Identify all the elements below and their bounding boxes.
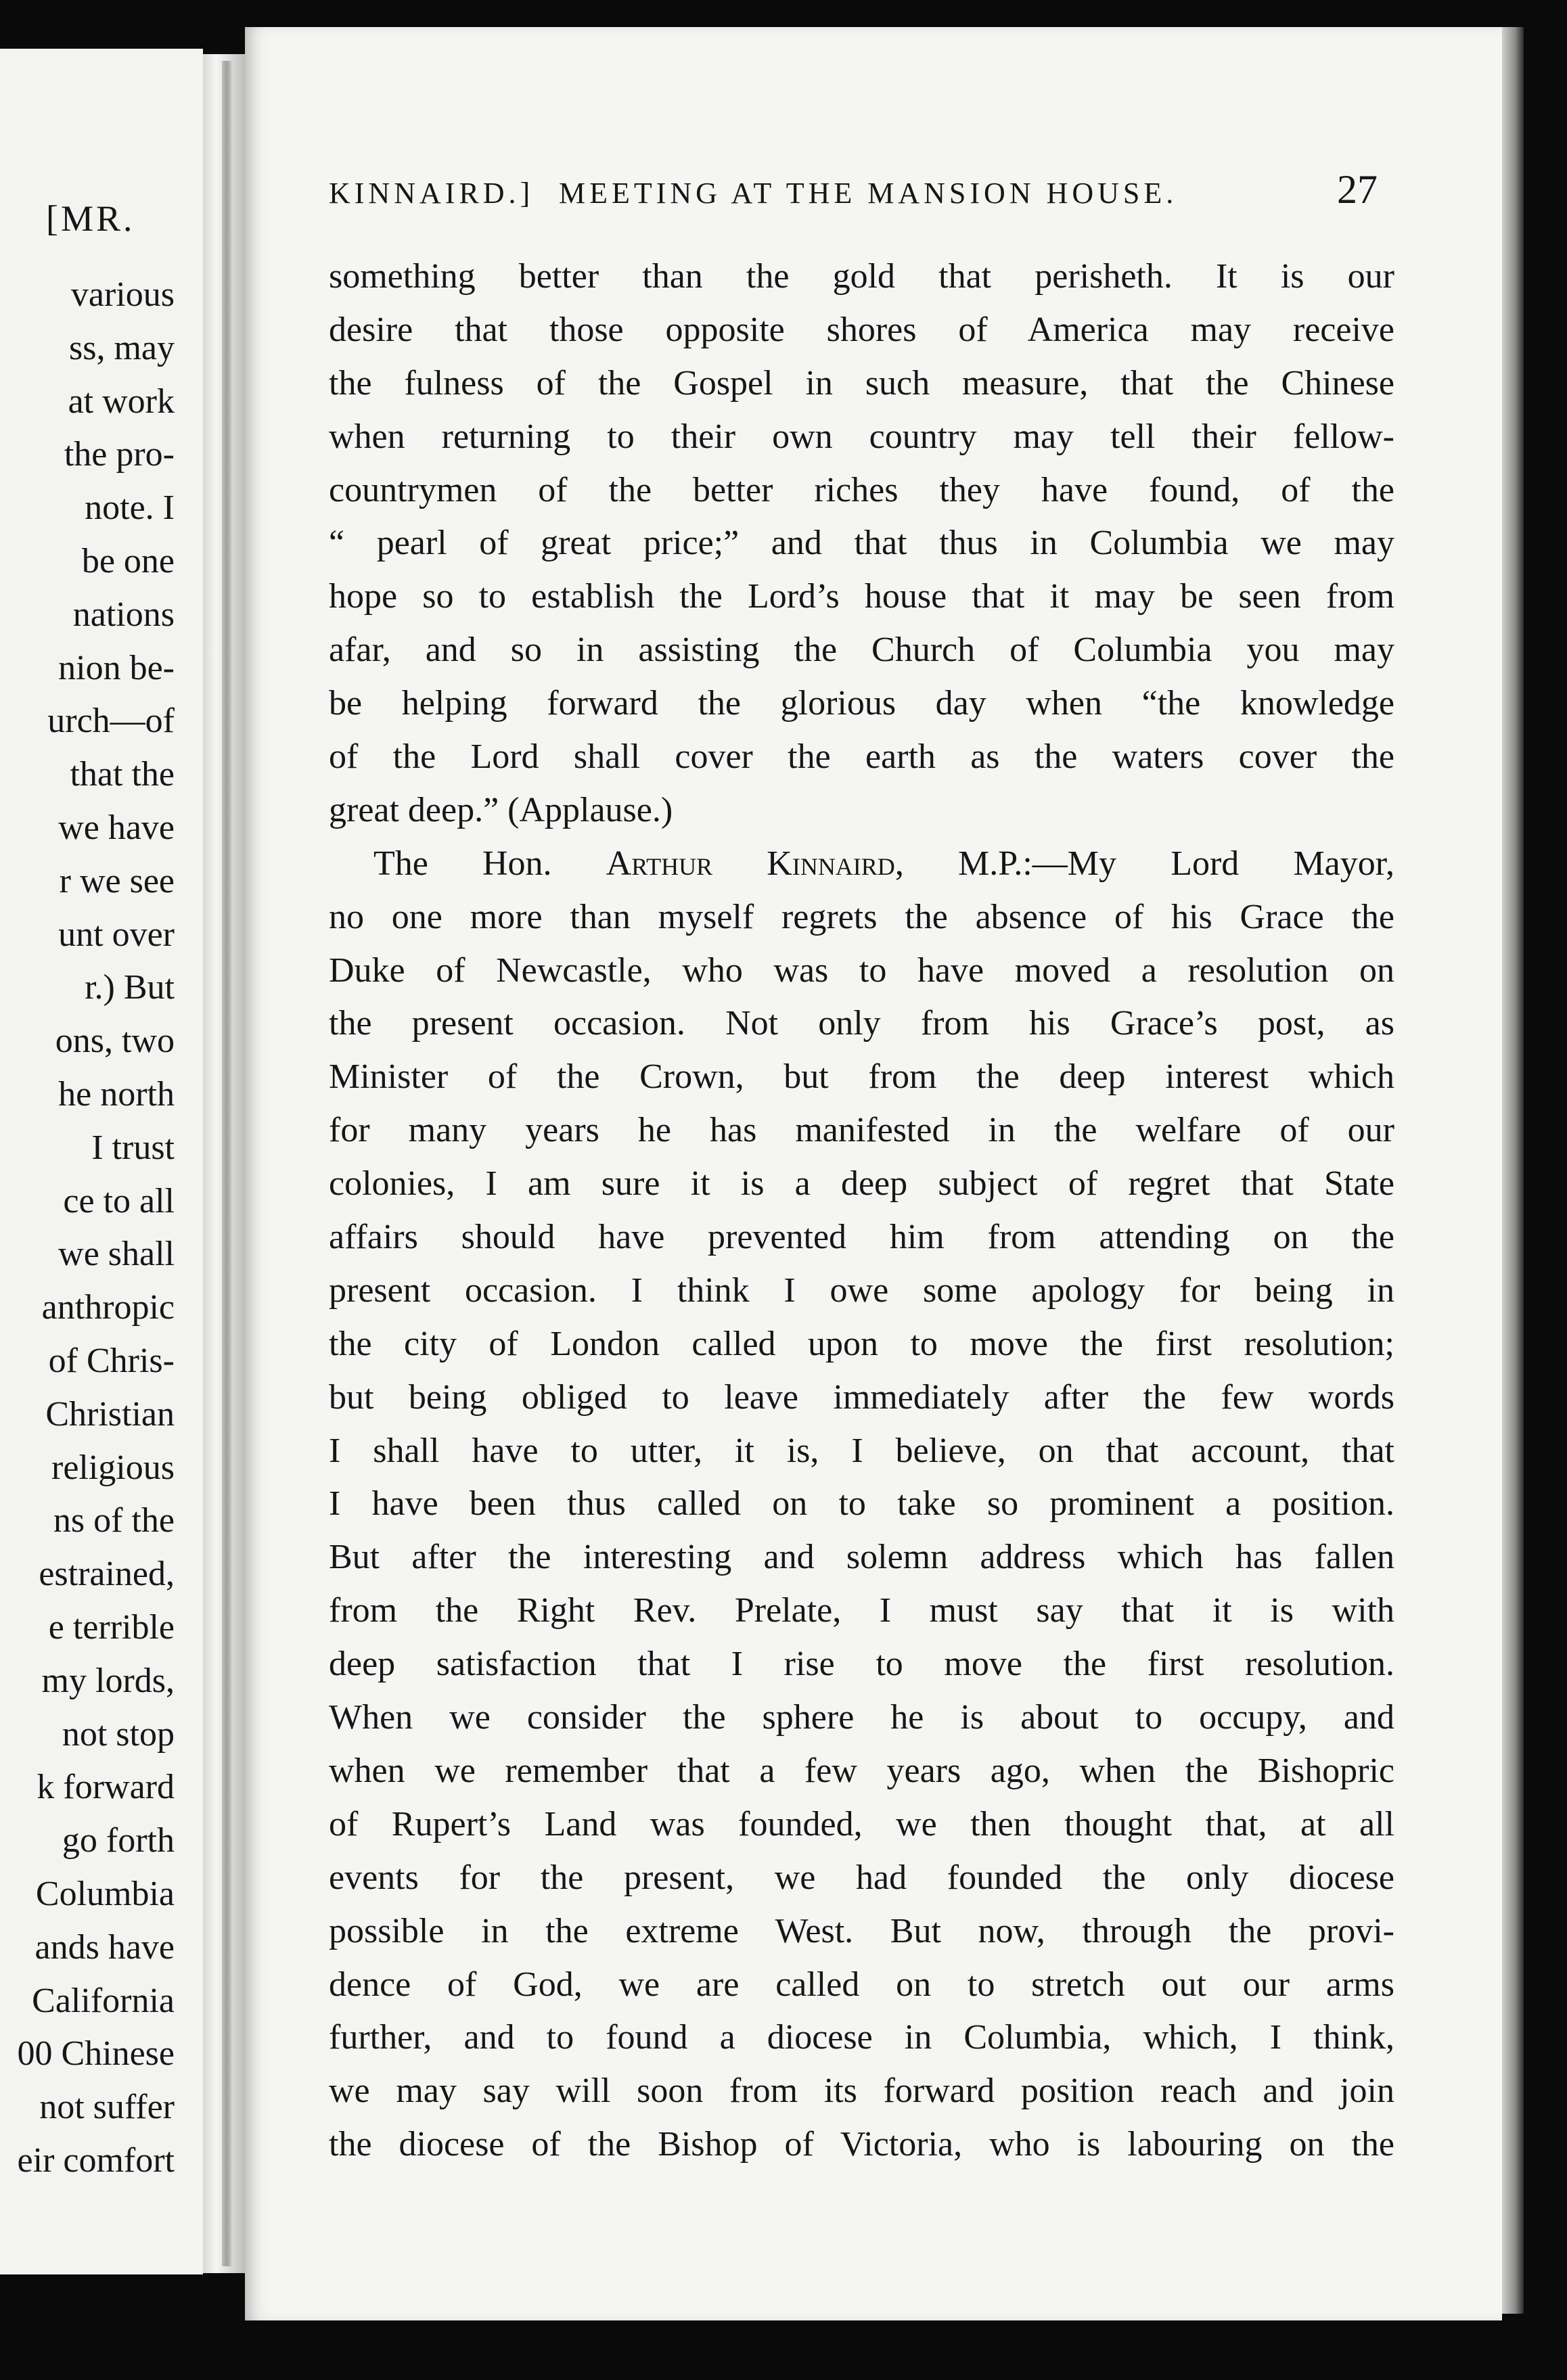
left-line: ands have [35,1927,175,1967]
text-line: deep satisfaction that I rise to move the first resolution. [329,1645,1394,1684]
left-line: nion be- [58,648,175,687]
left-page-text [17,269,175,2188]
text-line: the city of London called upon to move the first resolution; [329,1324,1394,1363]
text-line: possible in the extreme West. But now, through the provi- [329,1911,1394,1950]
gutter-shadow [222,61,231,2266]
running-head-speaker: KINNAIRD.] [329,177,535,210]
page-edge-shadow [1502,27,1524,2314]
text-line: When we consider the sphere he is about to occupy, and [329,1698,1394,1737]
text-line: Minister of the Crown, but from the deep interest which [329,1057,1394,1097]
text-line: But after the interesting and solemn address which has fallen [329,1538,1394,1577]
text-line: from the Right Rev. Prelate, I must say that it is with [329,1591,1394,1630]
speaker-name: Arthur Kinnaird [606,844,895,883]
left-running-head: [MR. [46,198,135,239]
text-line: hope so to establish the Lord’s house that it may be seen from [329,577,1394,616]
left-line: unt over [58,915,175,954]
speaker-prefix: The Hon. [373,844,552,883]
left-line: we have [58,808,175,847]
text-line: be helping forward the glorious day when “the knowledge [329,684,1394,723]
text-line: for many years he has manifested in the welfare of our [329,1111,1394,1150]
left-line: anthropic [41,1288,175,1327]
left-line: not stop [62,1714,175,1754]
text-line: but being obliged to leave immediately after the few words [329,1377,1394,1417]
text-line: we may say will soon from its forward position reach and join [329,2072,1394,2111]
text-line: the fulness of the Gospel in such measure, that the Chinese [329,363,1394,403]
left-line: he north [58,1074,175,1114]
left-line: of Chris- [48,1341,175,1380]
running-head [329,167,1378,223]
text-line: of Rupert’s Land was founded, we then thought that, at all [329,1804,1394,1844]
text-line: I have been thus called on to take so prominent a position. [329,1484,1394,1524]
text-line: when returning to their own country may tell their fellow- [329,417,1394,456]
text-line: colonies, I am sure it is a deep subject of regret that State [329,1164,1394,1204]
text-line: present occasion. I think I owe some apology for being in [329,1271,1394,1310]
left-line: eir comfort [17,2141,175,2180]
left-line: be one [81,541,175,580]
left-line: 00 Chinese [17,2034,175,2074]
left-line: California [32,1981,175,2020]
left-line: e terrible [48,1607,175,1647]
text-line: Duke of Newcastle, who was to have moved a resolution on [329,951,1394,990]
text-line: the diocese of the Bishop of Victoria, who is labouring on the [329,2125,1394,2164]
left-line: ss, may [69,328,175,367]
left-facing-page [0,49,203,2274]
left-line: ce to all [63,1181,175,1220]
text-line: dence of God, we are called on to stretch out our arms [329,1965,1394,2004]
text-line: countrymen of the better riches they have found, of the [329,470,1394,509]
text-line: I shall have to utter, it is, I believe, on that account, that [329,1431,1394,1470]
left-line: k forward [37,1768,175,1807]
text-line: of the Lord shall cover the earth as the waters cover the [329,737,1394,777]
page-body-text [329,250,1394,2172]
speaker-line [329,838,1394,891]
left-line: the pro- [64,435,175,474]
speaker-suffix: , M.P.:—My Lord Mayor, [894,844,1394,883]
left-line: various [70,275,175,314]
left-line: r.) But [85,968,175,1007]
page-number: 27 [1337,167,1378,212]
left-line: at work [68,382,175,421]
text-line: “ pearl of great price;” and that thus in Columbia we may [329,524,1394,563]
book-gutter [203,54,245,2273]
text-line: the present occasion. Not only from his Grace’s post, as [329,1004,1394,1043]
left-line: Columbia [35,1874,175,1913]
left-line: ns of the [53,1501,175,1540]
left-line: urch—of [47,702,175,741]
text-line: events for the present, we had founded the only diocese [329,1858,1394,1897]
left-line: Christian [45,1394,175,1434]
text-line: great deep.” (Applause.) [329,790,673,829]
left-line: religious [51,1448,175,1487]
left-line: note. I [85,488,175,528]
left-line: go forth [62,1821,175,1860]
text-line: afar, and so in assisting the Church of Columbia you may [329,631,1394,670]
left-line: r we see [59,861,175,900]
left-line: nations [72,595,175,634]
text-line: when we remember that a few years ago, when the Bishopric [329,1751,1394,1790]
left-line: we shall [58,1235,175,1274]
text-line: no one more than myself regrets the absence of his Grace the [329,897,1394,936]
text-line: desire that those opposite shores of America may receive [329,310,1394,349]
text-line: further, and to found a diocese in Columbia, which, I think, [329,2018,1394,2057]
text-line: affairs should have prevented him from attending on the [329,1218,1394,1257]
text-line: something better than the gold that perisheth. It is our [329,257,1394,296]
left-line: estrained, [39,1555,175,1594]
left-line: that the [70,755,175,794]
left-line: ons, two [55,1022,175,1061]
left-line: I trust [91,1128,175,1167]
left-line: my lords, [41,1661,175,1700]
left-line: not suffer [39,2088,175,2127]
running-head-title: MEETING AT THE MANSION HOUSE. [559,177,1178,210]
